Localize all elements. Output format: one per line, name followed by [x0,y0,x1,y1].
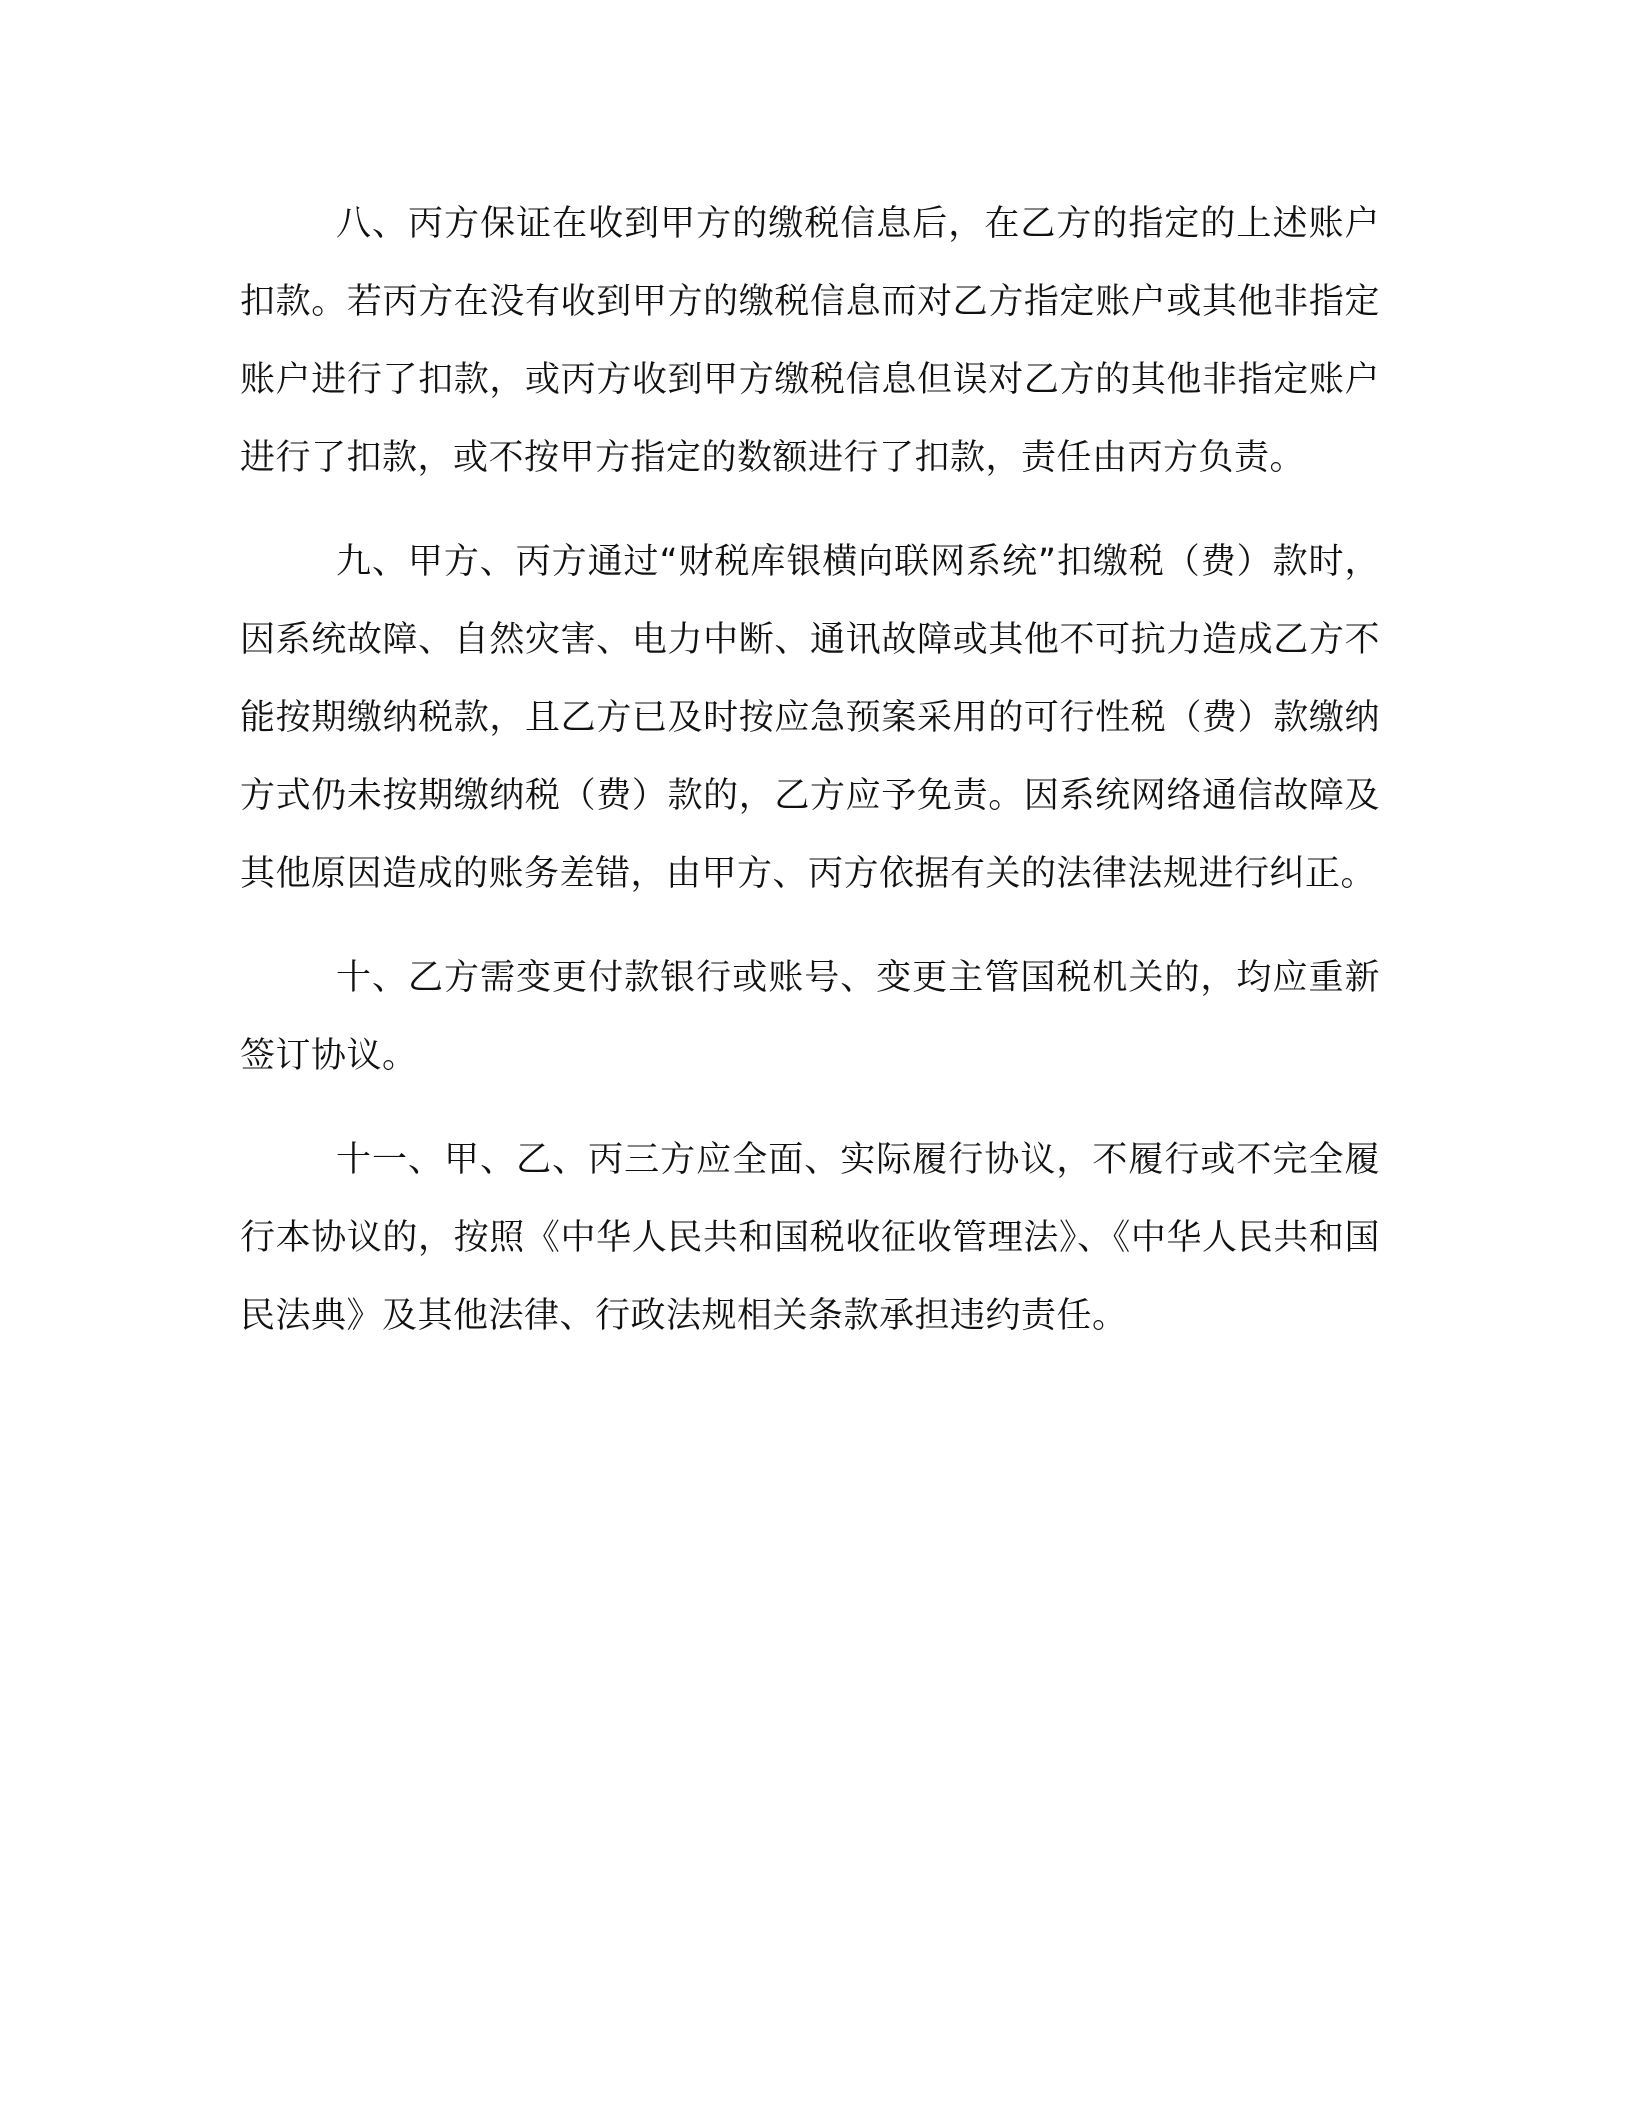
clause-11: 十一、甲、乙、丙三方应全面、实际履行协议，不履行或不完全履行本协议的，按照《中华人民共和国税收征收管理法》、《中华人民共和国民法典》及其他法律、行政法规相关条款承担违约责任。 [240,1140,1380,1336]
clause-8: 八、丙方保证在收到甲方的缴税信息后，在乙方的指定的上述账户扣款。若丙方在没有收到甲方的缴税信息而对乙方指定账户或其他非指定账户进行了扣款，或丙方收到甲方缴税信息但误对乙方的其他非指定账户进行了扣款，或不按甲方指定的数额进行了扣款，责任由丙方负责。 [240,204,1380,478]
clause-10: 十、乙方需变更付款银行或账号、变更主管国税机关的，均应重新签订协议。 [240,958,1380,1076]
clause-9: 九、甲方、丙方通过“财税库银横向联网系统”扣缴税（费）款时，因系统故障、自然灾害、电力中断、通讯故障或其他不可抗力造成乙方不能按期缴纳税款，且乙方已及时按应急预案采用的可行性税（费）款缴纳方式仍未按期缴纳税（费）款的，乙方应予免责。因系统网络通信故障及其他原因造成的账务差错，由甲方、丙方依据有关的法律法规进行纠正。 [240,542,1380,894]
document-body [240,185,1380,1381]
